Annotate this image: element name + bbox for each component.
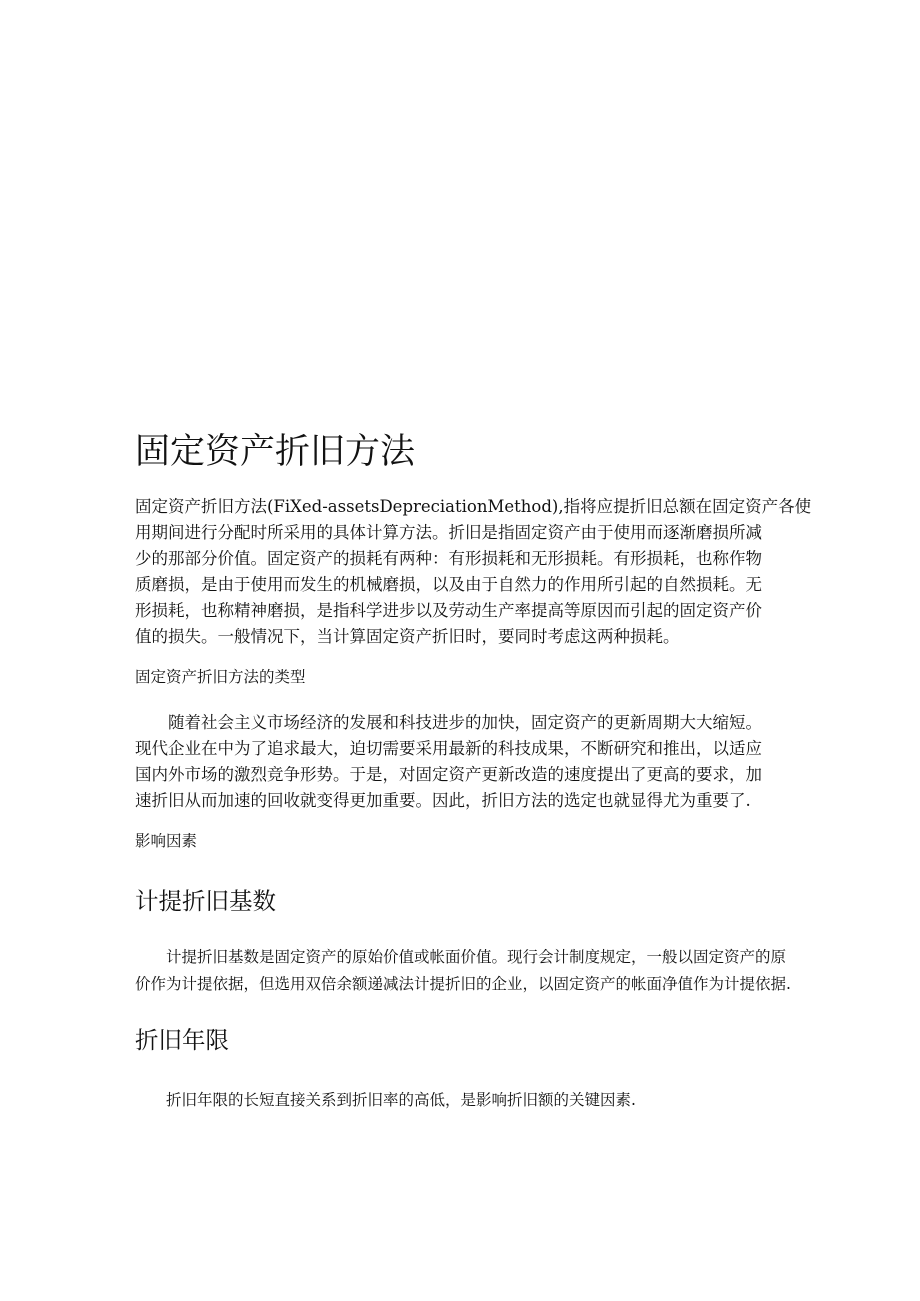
types-line: 国内外市场的激烈竞争形势。于是，对固定资产更新改造的速度提出了更高的要求，加 <box>135 765 762 784</box>
types-line: 速折旧从而加速的回收就变得更加重要。因此，折旧方法的选定也就显得尤为重要了. <box>135 791 751 810</box>
types-paragraph <box>135 710 762 814</box>
base-line: 计提折旧基数是固定资产的原始价值或帐面价值。现行会计制度规定，一般以固定资产的原 <box>166 948 787 966</box>
base-line: 价作为计提依据，但选用双倍余额递减法计提折旧的企业，以固定资产的帐面净值作为计提依据. <box>135 975 791 993</box>
intro-line: 值的损失。一般情况下，当计算固定资产折旧时，要同时考虑这两种损耗。 <box>135 627 680 646</box>
types-label: 固定资产折旧方法的类型 <box>135 668 306 686</box>
intro-line: 形损耗，也称精神磨损，是指科学进步以及劳动生产率提高等原因而引起的固定资产价 <box>135 601 762 620</box>
intro-line: 固定资产折旧方法(FiXed-assetsDepreciationMethod),指将应提折旧总额在固定资产各使 <box>135 497 812 516</box>
base-paragraph <box>135 944 791 998</box>
intro-line: 少的那部分价值。固定资产的损耗有两种：有形损耗和无形损耗。有形损耗，也称作物 <box>135 549 762 568</box>
life-heading: 折旧年限 <box>135 1026 229 1054</box>
intro-line: 用期间进行分配时所采用的具体计算方法。折旧是指固定资产由于使用而逐渐磨损所减 <box>135 523 762 542</box>
page-title: 固定资产折旧方法 <box>135 432 416 472</box>
types-line: 现代企业在中为了追求最大，迫切需要采用最新的科技成果，不断研究和推出，以适应 <box>135 739 762 758</box>
intro-line: 质磨损，是由于使用而发生的机械磨损，以及由于自然力的作用所引起的自然损耗。无 <box>135 575 762 594</box>
base-heading: 计提折旧基数 <box>135 887 276 915</box>
intro-paragraph <box>135 494 811 650</box>
life-paragraph: 折旧年限的长短直接关系到折旧率的高低，是影响折旧额的关键因素. <box>166 1091 636 1109</box>
factors-label: 影响因素 <box>135 832 198 850</box>
types-line: 随着社会主义市场经济的发展和科技进步的加快，固定资产的更新周期大大缩短。 <box>168 713 762 732</box>
